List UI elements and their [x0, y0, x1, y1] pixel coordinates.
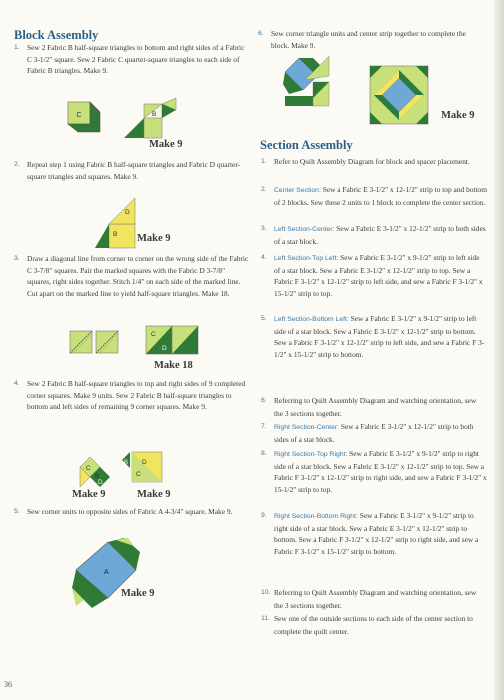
fabric-d-letter: D	[125, 209, 130, 216]
section-step-7: 7. Right Section-Center: Sew a Fabric E 3-1/2" x 12-1/2" strip to both sides of a star block.	[261, 422, 474, 444]
section-step-1: 1. Refer to Quilt Assembly Diagram for block and spacer placement.	[261, 157, 470, 166]
section-step-5: 5. Left Section-Bottom Left: Sew a Fabric E 3-1/2" x 9-1/2" strip to left side of a star block. Sew a Fabric E 3-1/2" x 12-1/2" strip to bottom. Sew a Fabric F 3-1/2" x 12-1/2" strip to left side, and sew a Fabric F 3-1/2" x 15-1/2" strip to bottom.	[261, 314, 485, 359]
fabric-b-letter: B	[113, 231, 118, 238]
section-step-9: 9. Right Section-Bottom Right: Sew a Fabric E 3-1/2" x 9-1/2" strip to right side of a star block. Sew a Fabric E 3-1/2" x 12-1/2" strip to bottom. Sew a Fabric F 3-1/2" x 12-1/2" strip to right side, and sew a Fabric F 3-1/2" x 15-1/2" strip to bottom.	[261, 511, 479, 556]
page-number: 36	[4, 680, 12, 689]
left-step-2: 2. Repeat step 1 using Fabric B half-square triangles and Fabric D quarter-square triangles and squares. Make 9.	[14, 160, 241, 181]
section-step-11: 11. Sew one of the outside sections to each side of the center section to complete the quilt center.	[261, 614, 473, 636]
left-step-4: 4. Sew 2 Fabric B half-square triangles to top and right sides of 9 completed corner squares. Make 9 units. Sew 2 Fabric B half-square triangles to bottom and left sides of remaining 9 corner squares. Make 9.	[14, 379, 246, 412]
figure-step1-unit	[66, 100, 102, 134]
section-step-3: 3. Left Section-Center: Sew a Fabric E 3-1/2" x 12-1/2" strip to both sides of a star block.	[261, 224, 486, 246]
section-assembly-heading: Section Assembly	[260, 138, 353, 152]
figure-step3-marked-squares	[70, 331, 120, 355]
svg-text:C: C	[136, 471, 141, 478]
svg-text:D: D	[142, 459, 147, 466]
figure-step5-unit	[72, 538, 148, 610]
figure-step1-block	[124, 98, 182, 138]
svg-text:C: C	[86, 465, 91, 472]
caption-step4a: Make 9	[72, 489, 106, 500]
left-step-5: 5. Sew corner units to opposite sides of Fabric A 4-3/4" square. Make 9.	[14, 507, 233, 516]
section-step-8: 8. Right Section-Top Right: Sew a Fabric E 3-1/2" x 9-1/2" strip to right side of a star block. Sew a Fabric E 3-1/2" x 12-1/2" strip to top. Sew a Fabric F 3-1/2" x 12-1/2" strip to right side, and sew a Fabric F 3-1/2" x 15-1/2" strip to top.	[261, 449, 487, 494]
fabric-a-letter: A	[104, 569, 109, 576]
caption-step4b: Make 9	[137, 489, 171, 500]
page-edge-shadow	[494, 0, 504, 700]
caption-step2: Make 9	[137, 233, 171, 244]
left-step-1: 1. Sew 2 Fabric B half-square triangles to bottom and right sides of a Fabric C 3-1/2" square. Sew 2 Fabric C quarter-square triangles to each side of Fabric B triangles. Make 9.	[14, 43, 245, 76]
svg-text:B: B	[95, 473, 100, 480]
figure-step2-block	[95, 198, 135, 248]
caption-step1: Make 9	[149, 139, 183, 150]
figure-step4-unit-b	[120, 452, 164, 486]
fabric-c-letter: C	[76, 112, 82, 119]
figure-step6-block	[370, 66, 428, 124]
block-assembly-heading: Block Assembly	[14, 28, 99, 42]
right-step-6-block: 6. Sew corner triangle units and center strip together to complete the block. Make 9.	[258, 29, 466, 50]
figure-step3-half-square-triangles	[146, 326, 198, 356]
svg-text:D: D	[162, 345, 167, 352]
left-step-3: 3. Draw a diagonal line from corner to corner on the wrong side of the Fabric C 3-7/8" squares. Pair the marked squares with the Fabric D 3-7/8" squares, right sides together. Stitch 1/4" on each side of the marked line. Cut apart on the marked line to yield half-square triangles. Make 18.	[14, 254, 249, 298]
caption-step6: Make 9	[441, 110, 475, 121]
figure-step4-unit-a	[76, 457, 112, 489]
figure-step6-parts	[283, 56, 331, 108]
svg-text:B: B	[124, 460, 129, 466]
section-step-6: 6. Referring to Quilt Assembly Diagram and watching orientation, sew the 3 sections together.	[261, 396, 477, 418]
section-step-4: 4. Left Section-Top Left: Sew a Fabric E 3-1/2" x 9-1/2" strip to left side of a star block. Sew a Fabric E 3-1/2" x 12-1/2" strip to top. Sew a Fabric F 3-1/2" x 12-1/2" strip to left side, and sew a Fabric F 3-1/2" x 15-1/2" strip to top.	[261, 253, 483, 298]
caption-step5: Make 9	[121, 588, 155, 599]
caption-step3: Make 18	[154, 360, 193, 371]
fabric-b-letter: B	[152, 111, 157, 118]
svg-text:C: C	[151, 331, 156, 338]
svg-text:D: D	[98, 479, 103, 486]
section-step-2: 2. Center Section: Sew a Fabric E 3-1/2" x 12-1/2" strip to top and bottom of 2 blocks. Sew these 2 units to 1 block to complete the center section.	[261, 185, 488, 207]
section-step-10: 10. Referring to Quilt Assembly Diagram and watching orientation, sew the 3 sections together.	[261, 588, 477, 610]
